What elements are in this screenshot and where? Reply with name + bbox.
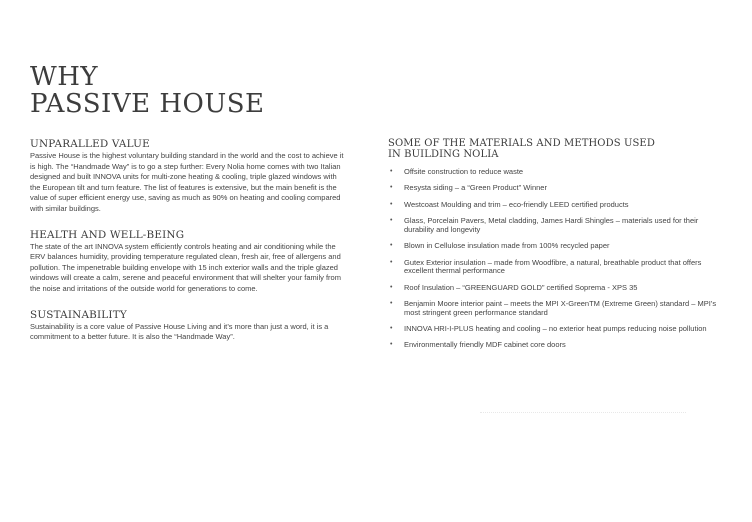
list-item-text: INNOVA HRI-I-PLUS heating and cooling – no exterior heat pumps reducing noise pollution <box>404 323 707 333</box>
bullet-icon: • <box>390 299 393 307</box>
bullet-icon: • <box>390 341 393 349</box>
right-column <box>388 138 728 358</box>
list-item <box>388 259 728 276</box>
page-title <box>30 64 265 118</box>
section-body: Passive House is the highest voluntary building standard in the world and the cost to achieve it is high. The “Handmade Way” is to go a step further: Every Nolia home comes with two Italian designed and built INNOVA units for multi-zone heating & cooling, triple glazed windows with the European tilt and turn feature. The list of features is extensive, but the main benefit is the value of super efficient energy use, saving as much as 90% on heating and cooling compared with similar buildings. <box>30 151 344 213</box>
materials-heading-line-1: SOME OF THE MATERIALS AND METHODS USED <box>388 138 655 149</box>
section-body: Sustainability is a core value of Passive House Living and it’s more than just a word, it is a commitment to a better future. It is also the “Handmade Way”. <box>30 321 329 342</box>
section-body: The state of the art INNOVA system efficiently controls heating and air conditioning while the ERV balances humidity, providing temperature regulated clean, fresh air, free of allergens and pollution. The impenetrable building envelope with 15 inch exterior walls and the triple glazed windows will create a calm, serene and peaceful environment that will shelter your family from the noise and irritations of the outside world for generations to come. <box>30 241 341 293</box>
list-item <box>388 168 728 177</box>
bullet-icon: • <box>390 168 393 175</box>
list-item-text: Gutex Exterior insulation – made from Woodfibre, a natural, breathable product that offers excellent thermal performance <box>404 257 702 276</box>
section-health-and-well-being <box>30 229 346 295</box>
list-item-text: Glass, Porcelain Pavers, Metal cladding, James Hardi Shingles – materials used for their durability and longevity <box>404 216 699 234</box>
bullet-icon: • <box>390 283 393 291</box>
list-item <box>388 341 728 350</box>
section-heading: SUSTAINABILITY <box>30 308 127 321</box>
list-item-text: Benjamin Moore interior paint – meets the MPI X-GreenTM (Extreme Green) standard – MPI’s most stringent green performance standard <box>404 298 717 317</box>
section-heading: HEALTH AND WELL-BEING <box>30 228 185 241</box>
page-title-line-1: WHY <box>30 62 99 92</box>
left-column <box>30 138 346 343</box>
page-title-line-2: PASSIVE HOUSE <box>30 89 265 119</box>
list-item <box>388 284 728 293</box>
list-item <box>388 325 728 334</box>
bullet-icon: • <box>390 200 393 208</box>
list-item <box>388 300 728 317</box>
list-item-text: Environmentally friendly MDF cabinet core doors <box>404 340 566 350</box>
list-item-text: Resysta siding – a “Green Product” Winner <box>404 183 547 193</box>
divider <box>480 412 686 413</box>
materials-heading <box>388 138 728 160</box>
materials-heading-line-2: IN BUILDING NOLIA <box>388 149 499 160</box>
bullet-icon: • <box>390 217 393 225</box>
list-item <box>388 217 728 234</box>
section-unparalled-value <box>30 138 346 215</box>
section-heading: UNPARALLED VALUE <box>30 138 150 150</box>
bullet-icon: • <box>390 324 393 332</box>
bullet-icon: • <box>390 258 393 266</box>
section-sustainability <box>30 309 346 343</box>
list-item-text: Roof Insulation – “GREENGUARD GOLD” certified Soprema - XPS 35 <box>404 282 638 292</box>
list-item-text: Westcoast Moulding and trim – eco-friendly LEED certified products <box>404 199 629 209</box>
list-item-text: Offsite construction to reduce waste <box>404 167 524 176</box>
bullet-icon: • <box>390 242 393 250</box>
list-item <box>388 184 728 193</box>
bullet-icon: • <box>390 184 393 192</box>
list-item <box>388 201 728 210</box>
materials-list <box>388 168 728 350</box>
list-item-text: Blown in Cellulose insulation made from 100% recycled paper <box>404 241 610 251</box>
list-item <box>388 242 728 251</box>
